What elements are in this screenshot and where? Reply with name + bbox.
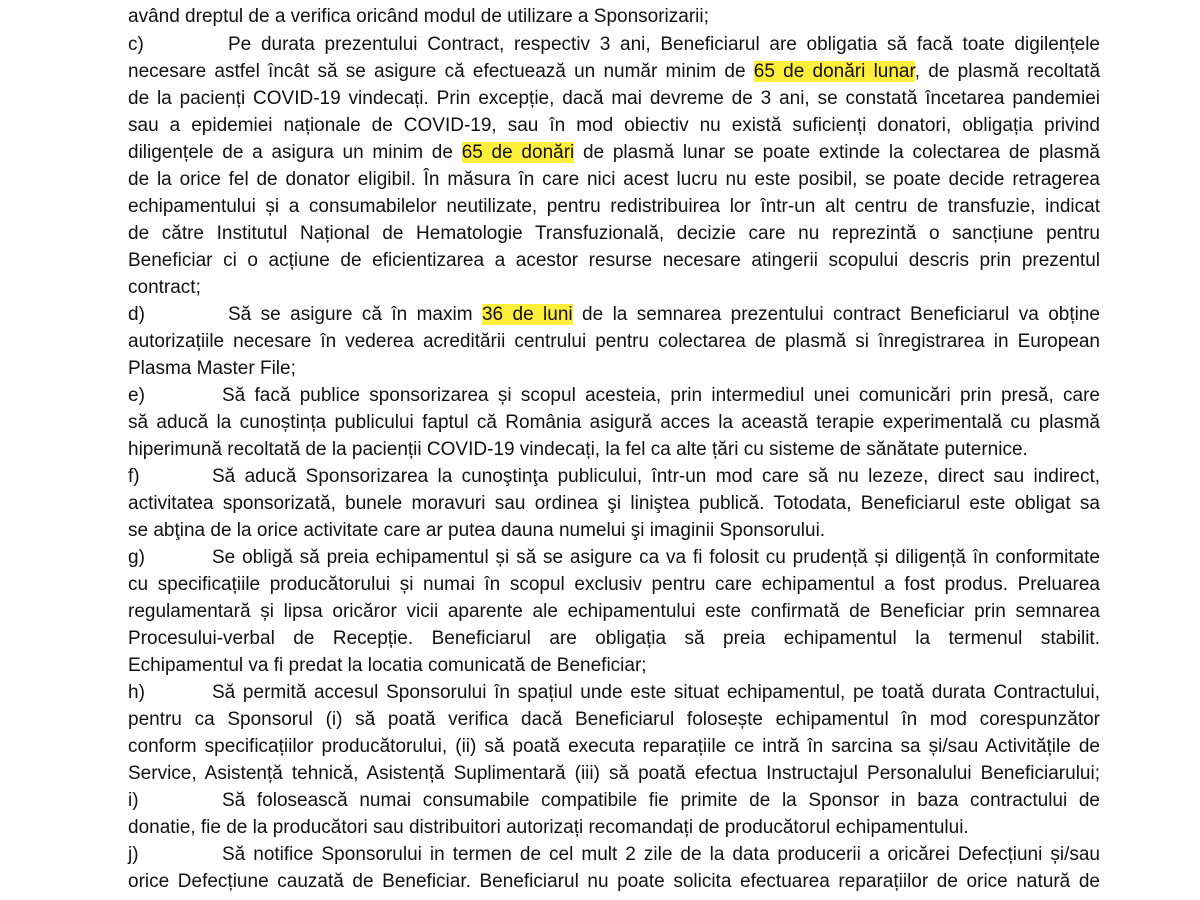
clause-c-line: diligențele de a asigura un minim de 65 de donări de plasmă lunar se poate extinde la colectarea de plasmă	[128, 142, 1100, 163]
text-line: având dreptul de a verifica oricând modul de utilizare a Sponsorizarii;	[128, 6, 709, 27]
clause-e-line: să aducă la cunoștința publicului faptul că România asigură acces la această terapie experimentală cu plasmă	[128, 412, 1100, 433]
clause-c-line: echipamentului și a consumabilelor neutilizate, pentru redistribuirea lor într-un alt centru de transfuzie, indicat	[128, 196, 1100, 217]
clause-g-line: regulamentară și lipsa oricăror vicii aparente ale echipamentului este confirmată de Beneficiar prin semnarea	[128, 601, 1100, 622]
clause-marker: g)	[128, 547, 145, 568]
clause-c-line: c) Pe durata prezentului Contract, respectiv 3 ani, Beneficiarul are obligatia să facă toate digilențele	[128, 31, 1100, 58]
clause-i-line: donatie, fie de la producători sau distribuitori autorizați recomandați de producătorul echipamentului.	[128, 817, 969, 838]
clause-h-line: pentru ca Sponsorul (i) să poată verifica dacă Beneficiarul folosește echipamentul în mod corespunzător	[128, 709, 1100, 730]
clause-f-line: se abţina de la orice activitate care ar putea dauna numelui şi imaginii Sponsorului.	[128, 520, 826, 541]
clause-d-line: Plasma Master File;	[128, 358, 296, 379]
clause-e-line: hiperimună recoltată de la pacienții COVID-19 vindecați, la fel ca alte țări cu sisteme de sănătate puternice.	[128, 439, 1028, 460]
clause-d-line: autorizațiile necesare în vederea acreditării centrului pentru colectarea de plasmă si înregistrarea in European	[128, 331, 1100, 352]
clause-h-line: conform specificațiilor producătorului, (ii) să poată executa reparațiile ce intră în sarcina sa și/sau Activitățile de	[128, 736, 1100, 757]
highlighted-text: 65 de donări lunar	[753, 61, 915, 82]
clause-c-line: contract;	[128, 277, 201, 298]
clause-g-line: Echipamentul va fi predat la locatia comunicată de Beneficiar;	[128, 655, 647, 676]
clause-h-line: Service, Asistență tehnică, Asistență Suplimentară (iii) să poată efectua Instructajul Personalului Beneficiarului;	[128, 763, 1100, 784]
clause-marker: f)	[128, 466, 140, 487]
clause-f-line: activitatea sponsorizată, bunele moravuri sau ordinea şi liniştea publică. Totodata, Beneficiarul este obligat sa	[128, 493, 1100, 514]
clause-g-line: Procesului-verbal de Recepție. Beneficiarul are obligația să preia echipamentul la termenul stabilit.	[128, 628, 1100, 649]
clause-c-line: sau a epidemiei naționale de COVID-19, sau în mod obiectiv nu există suficienți donatori, obligația privind	[128, 115, 1100, 136]
clause-c-line: de la pacienți COVID-19 vindecați. Prin excepție, dacă mai devreme de 3 ani, se constată încetarea pandemiei	[128, 88, 1100, 109]
clause-marker: i)	[128, 790, 139, 811]
clause-f-line: f) Să aducă Sponsorizarea la cunoştinţa publicului, într-un mod care să nu lezeze, direct sau indirect,	[128, 463, 1100, 490]
clause-j-line: orice Defecțiune cauzată de Beneficiar. Beneficiarul nu poate solicita efectuarea reparațiilor de orice natură de	[128, 871, 1100, 892]
clause-c-line: de la orice fel de donator eligibil. În măsura în care nici acest lucru nu este posibil, se poate decide retragerea	[128, 169, 1100, 190]
clause-marker: h)	[128, 682, 145, 703]
clause-j-line: j) Să notifice Sponsorului in termen de cel mult 2 zile de la data producerii a oricărei Defecțiuni și/sau	[128, 841, 1100, 868]
clause-marker: j)	[128, 844, 139, 865]
clause-h-line: h) Să permită accesul Sponsorului în spațiul unde este situat echipamentul, pe toată durata Contractului,	[128, 679, 1100, 706]
clause-d-line: d) Să se asigure că în maxim 36 de luni de la semnarea prezentului contract Beneficiarul va obține	[128, 301, 1100, 328]
clause-g-line: cu specificațiile producătorului și numai în scopul exclusiv pentru care echipamentul a fost produs. Preluarea	[128, 574, 1100, 595]
clause-marker: d)	[128, 304, 145, 325]
highlighted-text: 36 de luni	[481, 304, 573, 325]
highlighted-text: 65 de donări	[461, 142, 575, 163]
clause-marker: c)	[128, 34, 144, 55]
clause-e-line: e) Să facă publice sponsorizarea și scopul acesteia, prin intermediul unei comunicări prin presă, care	[128, 382, 1100, 409]
clause-g-line: g) Se obligă să preia echipamentul și să se asigure ca va fi folosit cu prudență și diligență în conformitate	[128, 544, 1100, 571]
clause-c-line: necesare astfel încât să se asigure că efectuează un număr minim de 65 de donări lunar, de plasmă recoltată	[128, 61, 1101, 82]
clause-c-line: de către Institutul Național de Hematologie Transfuzională, decizie care nu reprezintă o sancțiune pentru	[128, 223, 1100, 244]
clause-i-line: i) Să folosească numai consumabile compatibile fie primite de la Sponsor in baza contractului de	[128, 787, 1100, 814]
clause-marker: e)	[128, 385, 145, 406]
clause-c-line: Beneficiar ci o acțiune de eficientizarea a acestor resurse necesare atingerii scopului descris prin prezentul	[128, 250, 1100, 271]
